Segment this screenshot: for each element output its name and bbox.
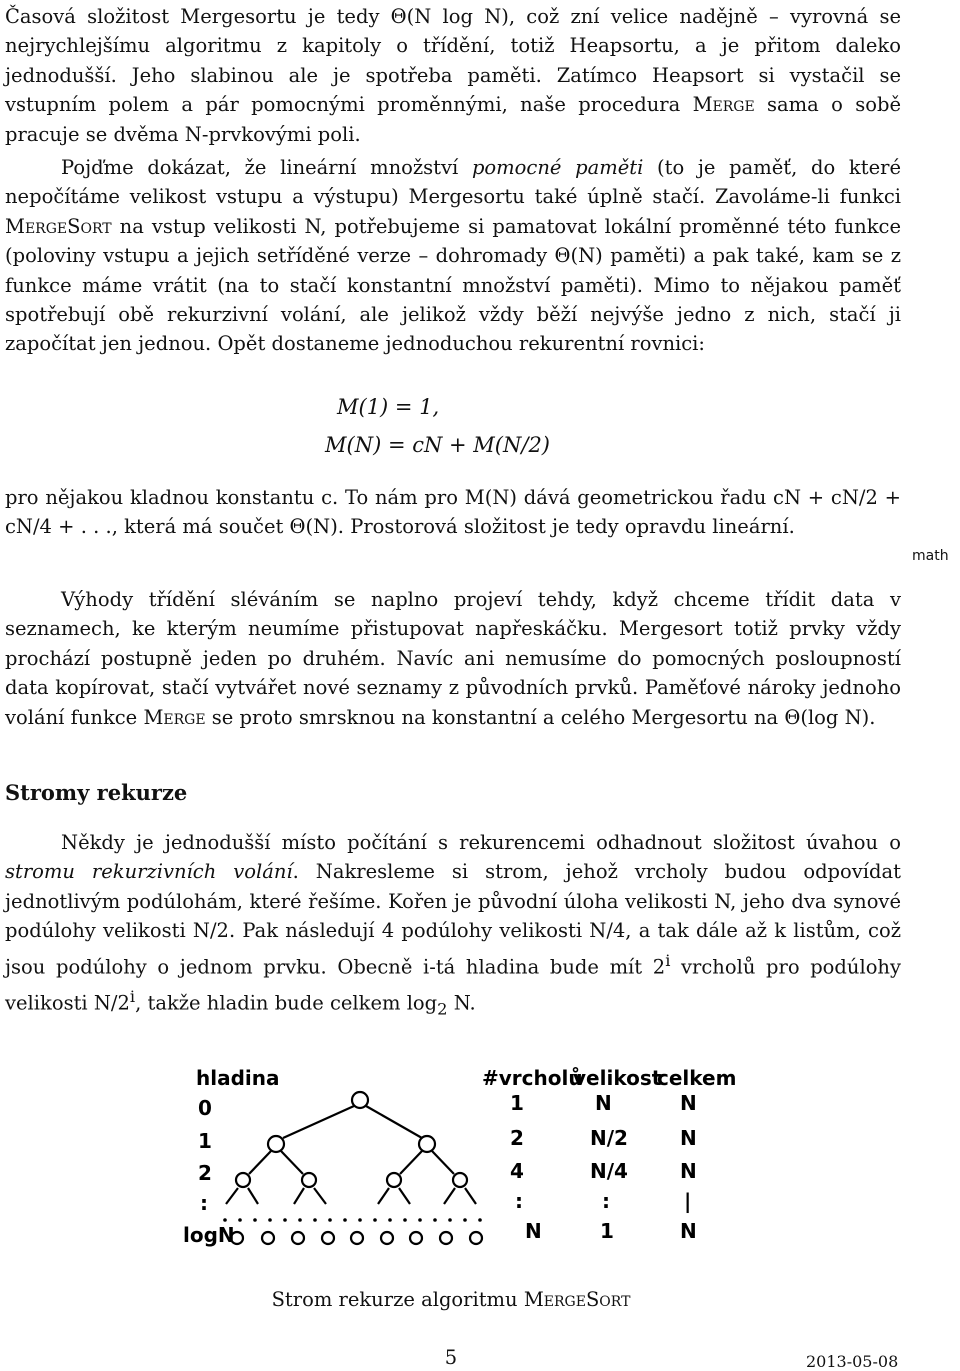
strom-term: stromu rekurzivních volání bbox=[5, 860, 293, 884]
paragraph-3-block bbox=[5, 483, 901, 542]
count-4: 4 bbox=[510, 1159, 524, 1183]
equation-2: M(N) = cN + M(N/2) bbox=[325, 433, 550, 457]
paragraph-mergesort-complexity bbox=[5, 2, 901, 359]
count-2: 2 bbox=[510, 1126, 524, 1150]
para1-text: Časová složitost Mergesortu je tedy Θ(N log N), což zní velice nadějně – vyrovná se nejrychlejšímu algoritmu z kapitoly o třídění, totiž Heapsortu, a je přitom daleko jednodušší. Jeho slabinou ale je spotřeba paměti. Zatímco Heapsort si vystačil se vstupním polem a pár pomocnými proměnnými, naše procedura bbox=[5, 5, 901, 117]
level-logn: logN bbox=[183, 1223, 235, 1247]
para1-text-end: sama o sobě pracuje se dvěma N-prvkovými poli. bbox=[5, 93, 902, 146]
equation-1: M(1) = 1, bbox=[337, 395, 440, 419]
section-title: Stromy rekurze bbox=[5, 780, 188, 805]
paragraph-3: pro nějakou kladnou konstantu c. To nám pro M(N) dává geometrickou řadu cN + cN/2 + cN/4 + . . ., která má součet Θ(N). Prostorová složitost je tedy opravdu lineární. bbox=[5, 486, 901, 539]
node-l2-1 bbox=[236, 1173, 250, 1187]
para2-text-c: na vstup velikosti N, potřebujeme si pamatovat lokální proměnné této funkce (poloviny vstupu a jejich setříděné verze – dohromady Θ(N) paměti) a pak také, kam se z funkce máme vrátit (na to stačí konstantní množství paměti). Mimo to nějakou paměť spotřebují obě rekurzivní volání, ale jelikož vždy běží nejvýše jedno z nich, stačí ji započítat jen jednou. Opět dostaneme jednoduchou rekurentní rovnici: bbox=[5, 214, 901, 356]
count-n: N bbox=[525, 1219, 542, 1243]
node-root bbox=[352, 1092, 368, 1108]
page-number: 5 bbox=[444, 1346, 458, 1369]
para4-text-b: se proto smrsknou na konstantní a celého Mergesortu na Θ(log N). bbox=[205, 705, 876, 729]
caption-mergesort: MergeSort bbox=[523, 1288, 631, 1311]
para4-text-a: Výhody třídění sléváním se naplno projeví tehdy, když chceme třídit data v seznamech, ke kterým neumíme přistupovat napřeskáčku. Mergesort totiž prvky vždy prochází postupně jeden po druhém. Navíc ani nemusíme do pomocných posloupností data kopírovat, stačí vytvářet nové seznamy z původních prvků. Paměťové nároky jednoho volání funkce bbox=[5, 588, 901, 729]
total-bar: | bbox=[684, 1189, 692, 1213]
paragraph-1 bbox=[5, 2, 901, 149]
paragraph-4 bbox=[5, 585, 901, 732]
node-l1-right bbox=[419, 1136, 435, 1152]
pomocna-pamet-term: pomocné paměti bbox=[471, 156, 644, 180]
paragraph-5-block bbox=[5, 828, 901, 1023]
tree-dots bbox=[223, 1218, 482, 1222]
count-dots: : bbox=[515, 1189, 523, 1213]
tree-leaves bbox=[231, 1232, 482, 1244]
level-1: 1 bbox=[198, 1129, 212, 1153]
total-n-last: N bbox=[680, 1219, 697, 1243]
mergesort-term: MergeSort bbox=[5, 214, 112, 238]
recursion-tree-figure bbox=[0, 1050, 960, 1270]
para5-text-a: Někdy je jednodušší místo počítání s rekurencemi odhadnout složitost úvahou o bbox=[61, 831, 901, 854]
size-n: N bbox=[595, 1091, 612, 1115]
total-n-2: N bbox=[680, 1159, 697, 1183]
header-vrcholu: #vrcholů bbox=[482, 1066, 583, 1090]
level-0: 0 bbox=[198, 1096, 212, 1120]
merge-term-2: Merge bbox=[143, 705, 206, 729]
para5-text-e: N. bbox=[447, 991, 476, 1015]
para5-text-b: . Nakresleme si strom, jehož vrcholy budou odpovídat jednotlivým podúlohám, které řešíme. Kořen je původní úloha velikosti N, jeho dva synové podúlohy velikosti N/2. Pak následují 4 podúlohy velikosti N/4, a tak dále až k listům, což jsou podúlohy o jednom prvku. Obecně i-tá hladina bude mít 2 bbox=[5, 860, 901, 979]
para2-text-a: Pojďme dokázat, že lineární množství bbox=[61, 156, 472, 180]
paragraph-4-block bbox=[5, 585, 901, 732]
tree-edges bbox=[226, 1092, 476, 1204]
size-n2: N/2 bbox=[590, 1126, 628, 1150]
node-l2-2 bbox=[302, 1173, 316, 1187]
size-n4: N/4 bbox=[590, 1159, 628, 1183]
size-dots: : bbox=[602, 1189, 610, 1213]
header-velikost: velikost bbox=[573, 1066, 662, 1090]
level-2: 2 bbox=[198, 1161, 212, 1185]
node-l2-4 bbox=[453, 1173, 467, 1187]
sup-i-1: i bbox=[665, 950, 671, 970]
count-1: 1 bbox=[510, 1091, 524, 1115]
caption-text: Strom rekurze algoritmu bbox=[271, 1288, 524, 1311]
figure-caption bbox=[0, 1288, 902, 1311]
sub-2: 2 bbox=[437, 998, 448, 1018]
para5-text-d: , takže hladin bude celkem log bbox=[135, 991, 438, 1015]
paragraph-2 bbox=[5, 153, 901, 359]
paragraph-5 bbox=[5, 828, 901, 1023]
node-l1-left bbox=[268, 1136, 284, 1152]
size-1: 1 bbox=[600, 1219, 614, 1243]
level-dots: : bbox=[200, 1191, 208, 1215]
page-date: 2013-05-08 bbox=[806, 1352, 899, 1371]
sup-i-2: i bbox=[129, 986, 136, 1006]
node-l2-3 bbox=[387, 1173, 401, 1187]
merge-term: Merge bbox=[692, 93, 755, 117]
margin-note: math bbox=[912, 548, 949, 564]
total-n-1: N bbox=[680, 1126, 697, 1150]
header-celkem: celkem bbox=[657, 1066, 737, 1090]
total-n-0: N bbox=[680, 1091, 697, 1115]
para5-text-c: vrcholů pro podúlohy velikosti N/2 bbox=[5, 955, 902, 1015]
para2-text-b: (to je paměť, do které nepočítáme velikost vstupu a výstupu) Mergesortu také úplně stačí. Zavoláme-li funkci bbox=[5, 156, 901, 209]
header-hladina: hladina bbox=[196, 1066, 280, 1090]
